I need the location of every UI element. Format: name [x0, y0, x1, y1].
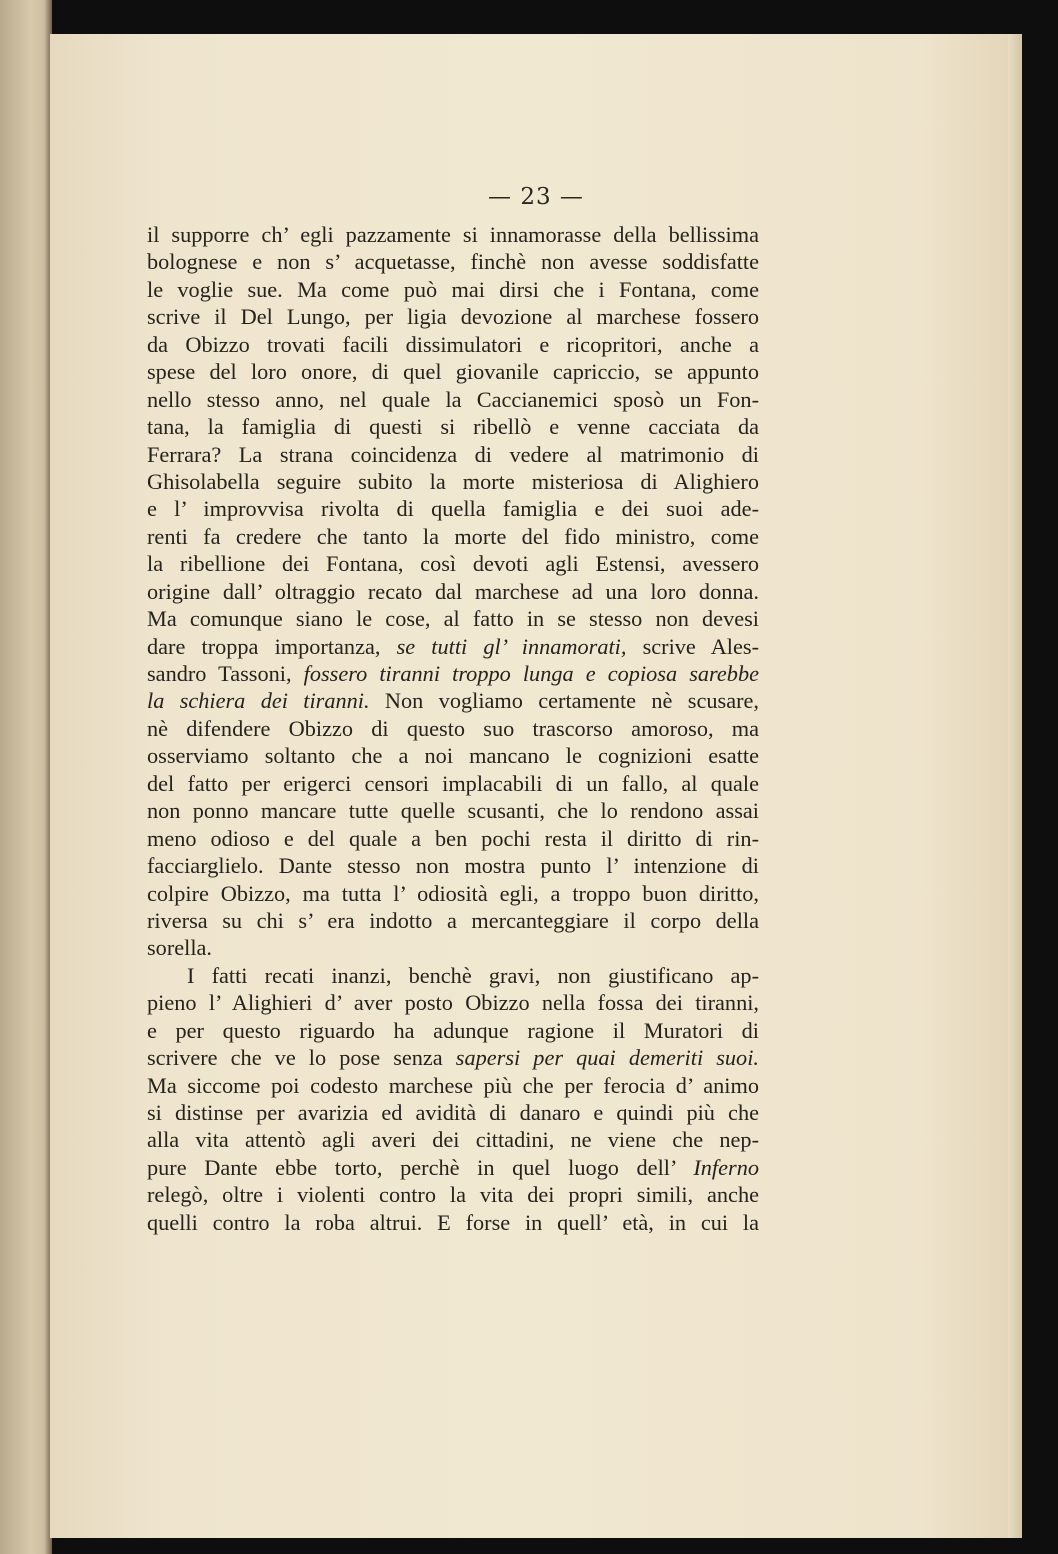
italic-segment: la schiera dei tiranni. [147, 688, 370, 714]
text-line: nello stesso anno, nel quale la Caccianemici sposò un Fon- [147, 386, 759, 412]
text-line: e l’ improvvisa rivolta di quella famiglia e dei suoi ade- [147, 496, 759, 522]
text-line: I fatti recati inanzi, benchè gravi, non giustificano ap- [187, 962, 759, 988]
italic-segment: se tutti gl’ innamorati, [396, 633, 627, 659]
text-line: Ma comunque siano le cose, al fatto in se stesso non devesi [147, 606, 759, 632]
text-line: tana, la famiglia di questi si ribellò e venne cacciata da [147, 414, 759, 440]
text-segment: Non vogliamo certamente nè scusare, [369, 688, 759, 714]
text-line: pieno l’ Alighieri d’ aver posto Obizzo nella fossa dei tiranni, [147, 990, 759, 1016]
text-line: bolognese e non s’ acquetasse, finchè non avesse soddisfatte [147, 249, 759, 275]
text-line [147, 1154, 759, 1181]
text-line: Ma siccome poi codesto marchese più che per ferocia d’ animo [147, 1072, 759, 1098]
text-line: Ghisolabella seguire subito la morte misteriosa di Alighiero [147, 468, 759, 494]
text-line: nè difendere Obizzo di questo suo trascorso amoroso, ma [147, 715, 759, 741]
text-line: Ferrara? La strana coincidenza di vedere al matrimonio di [147, 441, 759, 467]
text-line: il supporre ch’ egli pazzamente si innamorasse della bellissima [147, 222, 759, 247]
italic-segment: sapersi per quai demeriti suoi. [455, 1045, 759, 1071]
text-line [147, 687, 759, 714]
text-line: da Obizzo trovati facili dissimulatori e ricopritori, anche a [147, 331, 759, 357]
text-line: non ponno mancare tutte quelle scusanti, che lo rendono assai [147, 798, 759, 824]
previous-page-edge [0, 0, 52, 1554]
text-line [147, 633, 759, 660]
italic-segment: fossero tiranni troppo lunga e copiosa sarebbe [303, 661, 759, 686]
text-line: origine dall’ oltraggio recato dal marchese ad una loro donna. [147, 578, 759, 604]
text-line: facciarglielo. Dante stesso non mostra punto l’ intenzione di [147, 853, 759, 879]
text-segment: sandro Tassoni, [147, 661, 304, 686]
text-segment: scrive Ales- [626, 633, 759, 659]
text-line: quelli contro la roba altrui. E forse in quell’ età, in cui la [147, 1209, 759, 1235]
text-line: del fatto per erigerci censori implacabili di un fallo, al quale [147, 770, 759, 796]
text-line: scrive il Del Lungo, per ligia devozione al marchese fossero [147, 304, 759, 330]
text-line: si distinse per avarizia ed avidità di danaro e quindi più che [147, 1100, 759, 1125]
text-line: renti fa credere che tanto la morte del fido ministro, come [147, 523, 759, 549]
text-line: spese del loro onore, di quel giovanile capriccio, se appunto [147, 359, 759, 385]
book-page [50, 34, 1022, 1538]
text-line [147, 1044, 759, 1071]
italic-segment: Inferno [693, 1154, 759, 1180]
text-line: sorella. [147, 935, 213, 961]
text-line: le voglie sue. Ma come può mai dirsi che i Fontana, come [147, 276, 759, 302]
text-line [147, 660, 759, 687]
text-line: e per questo riguardo ha adunque ragione il Muratori di [147, 1017, 759, 1043]
text-line: riversa su chi s’ era indotto a mercanteggiare il corpo della [147, 907, 759, 933]
text-line: osserviamo soltanto che a noi mancano le cognizioni esatte [147, 743, 759, 769]
text-segment: scrivere che ve lo pose senza [147, 1045, 456, 1071]
text-line: meno odioso e del quale a ben pochi resta il diritto di rin- [147, 825, 759, 851]
text-line: colpire Obizzo, ma tutta l’ odiosità egli, a troppo buon diritto, [147, 880, 759, 906]
text-line: alla vita attentò agli averi dei cittadini, ne viene che nep- [147, 1127, 759, 1153]
text-segment: dare troppa importanza, [147, 633, 397, 659]
page-number: — 23 — [488, 184, 584, 210]
text-line: relegò, oltre i violenti contro la vita dei propri simili, anche [147, 1182, 759, 1208]
page-fore-edge [1008, 34, 1022, 1538]
body-text [147, 221, 759, 1236]
text-line: la ribellione dei Fontana, così devoti agli Estensi, avessero [147, 551, 759, 577]
text-segment: pure Dante ebbe torto, perchè in quel luogo dell’ [147, 1154, 694, 1180]
